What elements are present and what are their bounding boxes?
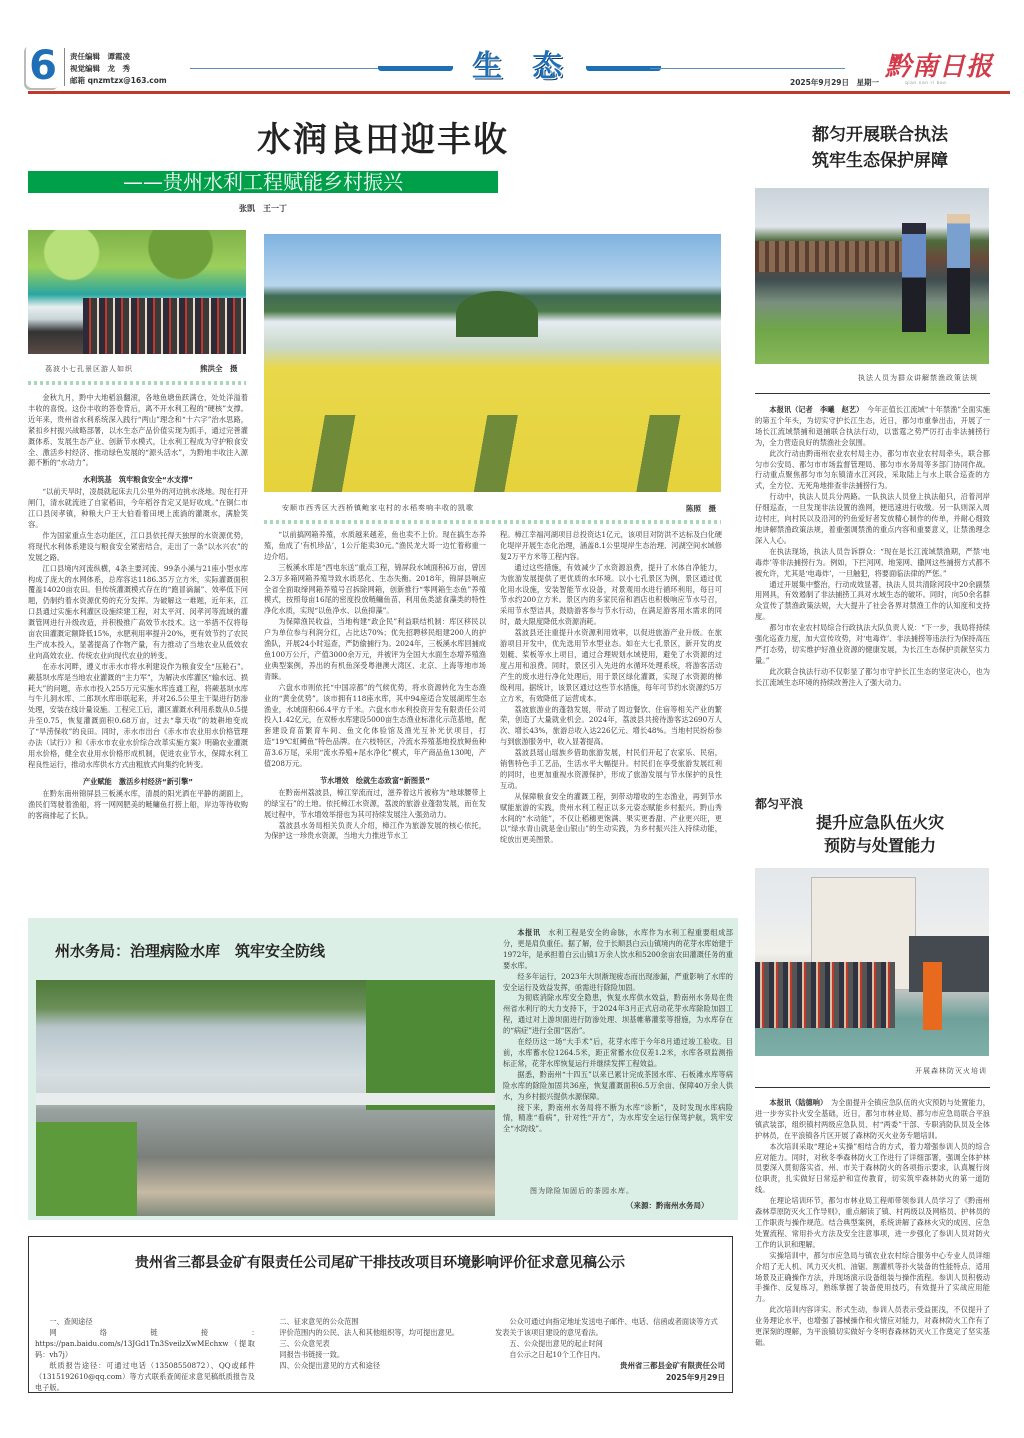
notice-line: 评价范围内的公民、法人和其他组织等，均可提出意见。 — [279, 1328, 460, 1337]
paragraph: 在经历这一场“大手术”后，花芽水库于今年8月通过竣工验收。目前，水库蓄水位1264.5米，距正常蓄水位仅差1.2米，水库各项监测指标正常，花芽水库恢复运行并继续发挥工程效益。 — [503, 1037, 733, 1068]
page-number: 6 — [26, 44, 60, 88]
editor-email: 邮箱 qnzmtzx@163.com — [70, 76, 167, 85]
notice-col1 — [35, 1316, 263, 1393]
photo-rice-credit: 陈照 摄 — [686, 504, 716, 513]
paragraph: 荔波县还注重提升水资源利用效率，以促进旅游产业升级。在旅游项目开发中，优先选用节水型业态。如在大七孔景区，新开发的皮划艇、桨板等水上项目，通过合理规划水域使用，避免了水资源的过度占用和浪费。同时，景区引入先进的水循环处理系统，将游客活动产生的废水进行净化处理后，用于景区绿化灌溉，实现了水资源的梯级利用。据统计，该景区通过这些节水措施，每年可节约水资源约5万立方米，有效降低了运营成本。 — [500, 628, 722, 703]
paragraph: 此次行动由黔南州农业农村局主办，都匀市农业农村局牵头，联合都匀市公安局、都匀市市场监督管理局、都匀市水务局等多部门协同作战。行动重点聚焦都匀市匀东镇清水江河段，采取陆上与水上联合巡查的方式，全方位、无死角地排查非法捕捞行为。 — [755, 448, 990, 491]
notice-line: 二、征求意见的公众范围 — [279, 1317, 359, 1326]
main-subtitle: ——贵州水利工程赋能乡村振兴 — [123, 170, 403, 194]
paragraph: 金秋九月，黔中大地稻浪翻滚，各地鱼塘鱼跃满仓，处处洋溢着丰收的喜悦。这份丰收的答卷背后，离不开水利工程的“硬核”支撑。近年来，贵州省水利系统深入践行“两山”理念和“十六字”治水思路，紧扣乡村振兴战略部署，以水生态产品价值实现为抓手，通过完善灌溉体系、发展生态产业、创新节水模式，让水利工程成为守护粮食安全、激活乡村经济、推动绿色发展的“源头活水”，为黔地丰收注入源源不断的“水动力”。 — [28, 393, 248, 468]
notice-line: 五、公众提出意见的起止时间 — [509, 1339, 603, 1348]
paragraph: 在执法现场，执法人员告诉群众：“现在是长江流域禁渔期，严禁‘电毒炸’等非法捕捞行为。例如，下拦河网、地笼网、撒网这些捕捞方式都不被允许，尤其是‘电毒炸’，一旦触犯，将要面临法律的严惩。” — [755, 546, 990, 578]
notice-col2 — [265, 1316, 485, 1371]
paragraph: 从保障粮食安全的灌溉工程，到带动增收的生态渔业，再到节水赋能旅游的实践，贵州水利工程正以多元姿态赋能乡村振兴。黔山秀水间的“水动能”，不仅让稻穗更饱满、果实更香甜、产业更兴旺，更以“绿水青山就是金山银山”的生动实践，为乡村振兴注入持续动能，绽放出更美图景。 — [500, 791, 722, 845]
main-byline: 张凯 王一丁 — [239, 204, 287, 213]
paragraph: 在赤水河畔，遵义市赤水市将水利建设作为粮食安全“压舱石”。蕨基坝水库是当地农业灌溉的“主力军”，为解决水库灌区“输水远、损耗大”的问题，赤水市投入255万元实施水库连通工程，将蕨基坝水库与牛儿洞水库、二郎坝水库串联起来，并对26.5公里主干渠进行防渗处理，安装在线计量设施。工程完工后，灌区灌溉水利用系数从0.5提升至0.75，恢复灌溉面积0.68万亩，过去“靠天收”的坡耕地变成了“旱涝保收”的良田。同时，赤水市出台《赤水市农业用水价格管理办法（试行）》和《赤水市农业水价综合改革实施方案》明确农业灌溉用水价格，健全农业用水价格形成机制，促进农业节水，保障水利工程良性运行，推动水库供水方式由粗放式向集约化转变。 — [28, 661, 248, 769]
reservoir-title: 州水务局：治理病险水库 筑牢安全防线 — [55, 942, 326, 960]
paragraph: 荔波旅游业的蓬勃发展，带动了周边餐饮、住宿等相关产业的繁荣，创造了大量就业机会。2024年，荔波县共接待游客达2690万人次、增长43%，旅游总收入达226亿元、增长48%。当地村民纷纷参与到旅游服务中，收入显著提高。 — [500, 704, 722, 747]
paragraph: 江口县境内河流纵横，4条主要河流、99条小溪与21座小型水库构成了庞大的水网体系，总库容达1186.35万立方米，实际灌溉面积覆盖14020亩农田。但传统灌溉模式存在的“跑冒滴漏”、效率低下问题，仍制约着水资源优势的充分发挥。为破解这一难题，近年来，江口县通过实施水利灌区设施续建工程，对太平河、闵孝河等流域的灌溉管网进行升级改造，并积极推广高效节水技术。这一举措不仅将每亩农田灌溉定额降低15%，水肥利用率提升20%，更有效节约了农民生产成本投入，显著提高了作物产量，有力推动了当地农业从低效农业向高效农业、传统农业向现代农业的转变。 — [28, 563, 248, 660]
paragraph: 六盘水市则依托“中国凉都”的气候优势，将水资源转化为生态渔业的“黄金优势”。该市拥有118座水库，其中94座适合发展湖库生态渔业，水域面积66.4平方千米。六盘水市水利投资开发有限责任公司投入1.42亿元，在双桥水库建设5000亩生态渔业标准化示范基地，配套建设育苗繁育车间、鱼文化体验馆及渔光互补光伏项目，打造“19℃虹鳟鱼”特色品牌。在六枝特区，冷流水养殖基地投放鲟鱼种苗3.6万尾，采用“流水养殖+尾水净化”模式，年产商品鱼130吨，产值208万元。 — [264, 682, 486, 769]
section-rule-left — [190, 68, 390, 69]
side1-body — [755, 405, 990, 755]
reservoir-source: （来源：黔南州水务局） — [626, 1201, 709, 1210]
side2-body — [755, 1098, 990, 1408]
paragraph: 本次培训采取“理论+实操”相结合的方式，着力增强参训人员的综合应对能力。同时，对秋冬季森林防火工作进行了详细部署，强调全体护林员要深入贯彻落实省、州、市关于森林防火的各项指示要求，认真履行岗位职责，扎实做好日常巡护和宣传教育，切实筑牢森林防火的第一道防线。 — [755, 1141, 990, 1195]
paragraph: 在理论培训环节，都匀市林业局工程师带领参训人员学习了《黔南州森林草原防灭火工作导则》，重点解读了镇、村两级以及网格员、护林员的工作职责与操作规范。结合典型案例，系统讲解了森林火灾的成因、应急处置流程、常用扑火方法及安全注意事项，进一步强化了参训人员对防火工作的认识和理解。 — [755, 1196, 990, 1249]
paragraph-text: 水利工程是安全的命脉，水库作为水利工程重要组成部分，更是肩负重任。据了解，位于长顺县白云山镇境内的花芽水库始建于1972年，是承担着白云山镇1万余人饮水和5200余亩农田灌溉任务的重要水库。 — [503, 928, 733, 970]
main-article-col2 — [264, 530, 486, 914]
dateline: 本报讯（记者 李曦 赵艺） — [769, 405, 867, 414]
side2-rule — [755, 1087, 990, 1088]
masthead — [0, 0, 1024, 95]
paragraph: 作为国家重点生态功能区，江口县依托得天独厚的水资源优势，将现代水利体系建设与粮食安全紧密结合，走出了一条“以水兴农”的发展之路。 — [28, 530, 248, 562]
paragraph — [503, 928, 733, 972]
paragraph — [755, 405, 990, 449]
notice-line: 网 络 链 接 ： https://pan.baidu.com/s/13JGd1Tn3SveilzXwMEchxw（提取码：vh7j） — [35, 1328, 263, 1359]
main-article-col3 — [500, 530, 722, 914]
notice-date: 2025年9月29日 — [665, 1373, 725, 1382]
newspaper-logo-pinyin: qian nan ri bao — [905, 81, 947, 86]
paragraph-text: 为全面提升全镇应急队伍的火灾预防与处置能力，进一步夯实扑火安全基础，近日，都匀市林业局、都匀市应急局联合平浪镇武装部，组织镇村两级应急队员、村“两委”干部、专职消防队员及全体护林员，在平浪镇各片区开展了森林防灭火业务专题培训。 — [755, 1098, 990, 1140]
side2-title-line2: 预防与处置能力 — [823, 836, 936, 855]
photo-law-caption: 执法人员为群众讲解禁渔政策法规 — [858, 374, 978, 382]
paragraph: 在黔南州荔波县，樟江穿流而过，滋养着这片被称为“地球腰带上的绿宝石”的土地。依托樟江水资源，荔波的旅游业蓬勃发展，而在发展过程中，节水增效举措也为其可持续发展注入强劲动力。 — [264, 787, 486, 819]
photo-waterfall-caption: 荔波小七孔景区游人如织 — [45, 365, 133, 373]
paragraph — [755, 1098, 990, 1142]
paragraph: 荔波县水务局相关负责人介绍，樟江作为旅游发展的核心依托，为保护这一珍贵水资源，当地大力推进节水工 — [264, 820, 486, 841]
paragraph: 实操培训中，都匀市应急局与镇农业农村综合服务中心专业人员详细介绍了无人机、风力灭火机、油锯、割灌机等扑火装备的性能特点、适用场景及正确操作方法，并现场演示设备组装与操作流程。参训人员积极动手操作、反复练习，熟练掌握了装备使用技巧，有效提升了实战应用能力。 — [755, 1250, 990, 1304]
section-subheading: 节水增效 绘就生态致富“新图景” — [319, 775, 431, 785]
side2-title-line1: 提升应急队伍火灾 — [815, 813, 944, 832]
reservoir-body — [503, 928, 733, 1190]
notice-line: 三、公众意见表 — [279, 1339, 330, 1348]
page-number-divider — [64, 48, 65, 86]
section-rule-right — [650, 68, 845, 69]
main-article-col1 — [28, 393, 248, 911]
notice-col3 — [495, 1316, 725, 1360]
masthead-rule — [28, 91, 1010, 94]
photo-fire-caption: 开展森林防灭火培训 — [915, 1067, 987, 1075]
paragraph: 程。樟江幸福河湖项目总投资达1亿元，该项目对防洪不达标及白化硬化堤岸开展生态化治理，涵盖8.1公里堤岸生态治理、河湖空间水域修复2万平方米等工程内容。 — [500, 530, 722, 561]
divider-decor — [28, 381, 246, 385]
side2-kicker: 都匀平浪 — [755, 797, 804, 811]
notice-line: 纸质报告途径：可通过电话（13508550872）、QQ或邮件（1315192610@qq.com）等方式联系查阅征求意见稿纸质报告及电子版。 — [35, 1361, 255, 1392]
paragraph: 为彻底消除水库安全隐患，恢复水库供水效益，黔南州水务局在贵州省水利厅的大力支持下，于2024年3月正式启动花芽水库除险加固工程，通过对上游坝面进行防渗处理、坝基帷幕灌浆等措施，为水库存在的“病症”进行全面“医治”。 — [503, 993, 733, 1036]
paragraph: 在黔东南州锦屏县三板溪水库，清晨的阳光洒在平静的湖面上，渔民们驾驶着渔船，将一网网肥美的鲢鳙鱼打捞上船，岸边等待收购的客商排起了长队。 — [28, 788, 248, 820]
divider-decor — [264, 520, 721, 524]
reservoir-photo-caption: 图为除险加固后的茶园水库。 — [530, 1187, 634, 1195]
paragraph: 此次培训内容详实、形式生动，参训人员表示受益匪浅，不仅提升了业务理论水平，也增强了器械操作和火情应对能力，对森林防火工作有了更深刻的理解，为平浪镇切实做好今冬明春森林防灭火工作奠定了坚实基础。 — [755, 1305, 990, 1347]
notice-line: 自公示之日起10个工作日内。 — [509, 1350, 605, 1359]
side1-title-line1: 都匀开展联合执法 — [812, 125, 948, 145]
photo-law-enforcement — [755, 188, 989, 364]
paragraph: 为保障渔民收益，当地构建“政企民”利益联结机制：库区移民以户为单位参与利润分红，占比达70%；优先招聘移民组建200人的护渔队，开展24小时巡查，严防偷捕行为。2024年，三板溪水库回捕成鱼100万公斤，产值3000余万元，并被评为全国大水面生态增养殖渔业典型案例，养出的有机鱼深受粤港澳大湾区、北京、上海等地市场青睐。 — [264, 617, 486, 681]
newspaper-logo: 黔南日报 — [885, 52, 994, 82]
notice-title: 贵州省三都县金矿有限责任公司尾矿干排技改项目环境影响评价征求意见稿公示 — [135, 1255, 625, 1271]
dateline: 本报讯 — [517, 928, 549, 937]
paragraph: 都匀市农业农村局综合行政执法大队负责人说：“下一步，我局将持续强化巡查力度，加大宣传攻势，对‘电毒炸’、非法捕捞等违法行为保持高压严打态势，切实维护好渔业资源的健康发展，为长江生态保护贡献坚实力量。” — [755, 623, 990, 665]
side1-rule — [755, 393, 990, 394]
paragraph: 据悉，黔南州“十四五”以来已累计完成茶园水库、石板滩水库等病险水库的除险加固共36座，恢复灌溉面积6.5万余亩、保障40万余人供水，为乡村振兴提供水源保障。 — [503, 1069, 733, 1101]
paragraph: 荔波县瑶山瑶族乡借助旅游发展，村民们开起了农家乐、民宿，销售特色手工艺品，生活水平大幅提升。村民们在享受旅游发展红利的同时，也更加重视水资源保护，形成了旅游发展与节水保护的良性互动。 — [500, 748, 722, 790]
section-subheading: 水利筑基 筑牢粮食安全“水支撑” — [82, 475, 194, 485]
paragraph: 通过开展集中整治，行动成效显著，执法人员共清除河段中20余副禁用网具，有效遏制了非法捕捞工具对水域生态的破坏。同时，向50余名群众宣传了禁渔政策法规，大大提升了社会各界对禁渔工作的认知度和支持度。 — [755, 579, 990, 622]
photo-rice-caption: 安顺市西秀区大西桥镇鲍家屯村的水稻奏响丰收的凯歌 — [282, 504, 474, 512]
notice-line: 四、公众提出意见的方式和途径 — [279, 1361, 381, 1370]
paragraph: 三板溪水库是“西电东送”重点工程，锦屏段水域面积6万亩，曾因2.3万多箱网箱养殖导致水质恶化、生态失衡。2018年，锦屏县响应全省全面取缔网箱养殖号召拆除网箱，创新推行“零网箱生态鱼”养殖模式，按照每亩16尾的密度投放鲢鳙鱼苗，利用鱼类滤食藻类的特性净化水质，实现“以鱼净水、以鱼抑藻”。 — [264, 562, 486, 616]
side1-title-line2: 筑牢生态保护屏障 — [812, 151, 948, 171]
notice-line: 一、查阅途径 — [49, 1317, 93, 1326]
section-rule-left-thick — [378, 66, 453, 71]
paragraph: “以前天旱时，凌晨就起床去几公里外的河边挑水浇地。现在打开闸门，清水就流进了自家稻田，今年稻谷肯定又是好收成。”在铜仁市江口县闵孝镇，种粮大户王大伯看着田埂上流淌的灌溉水，满脸笑容。 — [28, 487, 248, 529]
editor-line-1: 责任编辑 谭霞凌 — [70, 52, 130, 61]
paragraph: 此次联合执法行动不仅彰显了都匀市守护长江生态的坚定决心，也为长江流域生态环境的持续改善注入了强大动力。 — [755, 666, 990, 687]
notice-line: 公众可通过向指定地址发送电子邮件、电话、信函或者面谈等方式发表关于该项目建设的意见看法。 — [495, 1317, 718, 1337]
paragraph-text: 今年正值长江流域“十年禁渔”全面实施的第五个年头，为切实守护长江生态，近日，都匀市重拳出击，开展了一场长江流域禁捕和退捕联合执法行动，以雷霆之势严厉打击非法捕捞行为，全力营造良好的禁渔社会氛围。 — [755, 405, 990, 447]
section-subheading: 产业赋能 激活乡村经济“新引擎” — [82, 776, 194, 786]
photo-waterfall-credit: 熊洪全 摄 — [200, 364, 238, 373]
paragraph: “以前搞网箱养殖，水质越来越差，鱼也卖不上价。现在搞生态养殖，鱼成了‘有机珍品’，1公斤能卖30元。”渔民龙大哥一边忙着称重一边介绍。 — [264, 530, 486, 561]
photo-fire-training — [755, 868, 989, 1056]
paragraph: 接下来，黔南州水务局将不断为水库“诊断”，及时发现水库病险情，精准“看病”，针对性“开方”，为水库安全运行保驾护航，筑牢安全“水防线”。 — [503, 1102, 733, 1134]
paragraph: 经多年运行，2023年大坝渐现疲态而出现渗漏，严重影响了水库的安全运行及效益发挥，亟需进行除险加固。 — [503, 971, 733, 992]
issue-date: 2025年9月29日 星期一 — [790, 78, 880, 87]
paragraph: 行动中，执法人员兵分两路。一队执法人员登上执法船只，沿着河岸仔细巡查，一旦发现非法设置的渔网，便迅速进行收缴。另一队则深入周边村庄，向村民以及沿河的钓鱼爱好者发放精心制作的传单，并耐心细致地讲解禁渔政策法规，着重强调禁渔的重点内容和重要意义，让禁渔理念深入人心。 — [755, 492, 990, 545]
notice-line: 同报告书链接一致。 — [279, 1350, 345, 1359]
paragraph: 通过这些措施，有效减少了水资源浪费，提升了水体自净能力，为旅游发展提供了更优质的水环境。以小七孔景区为例，景区通过优化用水设施，安装智能节水设备，对景观用水进行循环利用，每日可节水约200立方米。景区内的多家民宿和酒店也积极响应节水号召，采用节水型洁具，鼓励游客参与节水行动，在满足游客用水需求的同时，最大限度降低水资源消耗。 — [500, 562, 722, 627]
photo-rice-fields — [264, 234, 721, 492]
notice-signer: 贵州省三都县金矿有限责任公司 — [620, 1361, 725, 1370]
photo-waterfall — [28, 230, 246, 354]
section-title: 生 态 — [472, 49, 562, 84]
editor-line-2: 视觉编辑 龙 秀 — [70, 64, 130, 73]
photo-reservoir-dam — [36, 980, 495, 1216]
dateline: 本报讯（陆德响） — [769, 1098, 831, 1107]
main-headline: 水润良田迎丰收 — [257, 120, 509, 160]
